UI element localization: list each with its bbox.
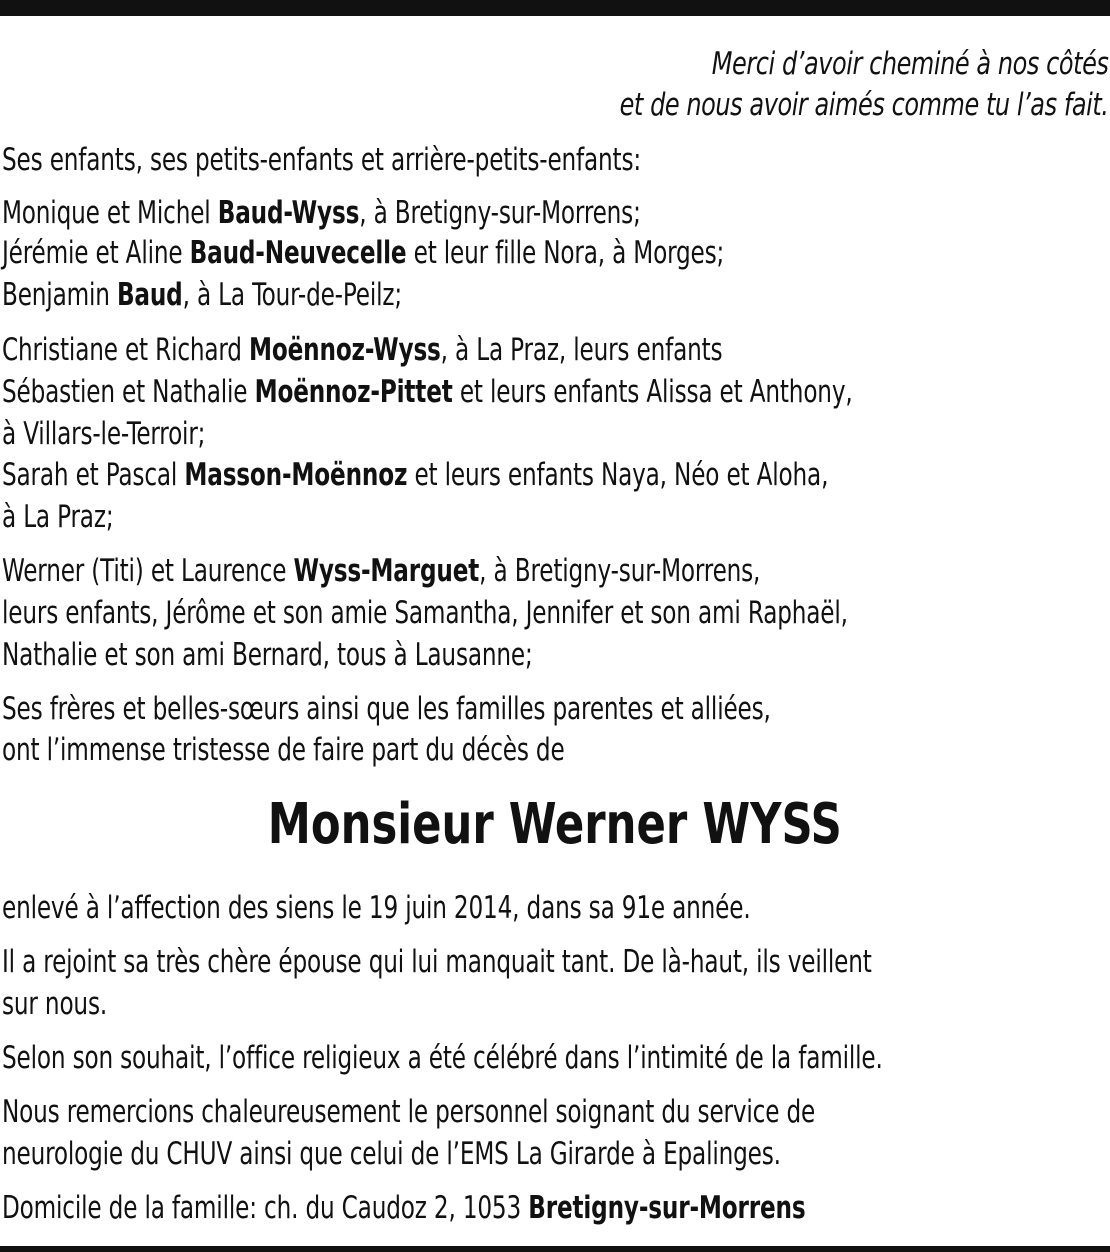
- epigraph-line: et de nous avoir aimés comme tu l’as fait.: [619, 87, 1108, 123]
- epigraph-line: Merci d’avoir cheminé à nos côtés: [711, 46, 1108, 82]
- text: Jérémie et Aline: [2, 235, 190, 271]
- body-line: Il a rejoint sa très chère épouse qui lui manquait tant. De là-haut, ils veillent: [2, 944, 872, 980]
- top-border-rule: [0, 0, 1110, 16]
- family-line: ont l’immense tristesse de faire part du décès de: [2, 732, 565, 768]
- family-line: [2, 275, 402, 315]
- body-line: [2, 1188, 806, 1228]
- body-line: Selon son souhait, l’office religieux a été célébré dans l’intimité de la famille.: [2, 1040, 883, 1076]
- bottom-border-rule: [0, 1246, 1110, 1252]
- text: et leur fille Nora, à Morges;: [406, 235, 725, 271]
- body-line: neurologie du CHUV ainsi que celui de l’EMS La Girarde à Epalinges.: [2, 1136, 781, 1172]
- text: , à Bretigny-sur-Morrens,: [479, 553, 761, 589]
- text: Benjamin: [2, 277, 117, 313]
- family-name: Masson-Moënnoz: [184, 457, 408, 493]
- family-line: leurs enfants, Jérôme et son amie Samantha, Jennifer et son ami Raphaël,: [2, 595, 848, 631]
- town-name: Bretigny-sur-Morrens: [528, 1190, 806, 1226]
- family-name: Baud-Neuvecelle: [189, 235, 407, 271]
- text: et leurs enfants Naya, Néo et Aloha,: [407, 457, 829, 493]
- body-line: Nous remercions chaleureusement le personnel soignant du service de: [2, 1094, 816, 1130]
- family-line: [2, 193, 641, 233]
- deceased-name: [0, 793, 1110, 857]
- family-name: Baud-Wyss: [217, 195, 360, 231]
- text: Sébastien et Nathalie: [2, 374, 255, 410]
- family-line: [2, 330, 722, 370]
- family-line: [2, 551, 760, 591]
- family-line: [2, 372, 853, 412]
- family-line: à La Praz;: [2, 499, 114, 535]
- text: et leurs enfants Alissa et Anthony,: [452, 374, 853, 410]
- body-line: enlevé à l’affection des siens le 19 juin 2014, dans sa 91e année.: [2, 890, 751, 926]
- text: , à Bretigny-sur-Morrens;: [359, 195, 641, 231]
- family-name: Moënnoz-Wyss: [249, 332, 441, 368]
- text: , à La Praz, leurs enfants: [440, 332, 723, 368]
- family-line: [2, 233, 724, 273]
- text: Monique et Michel: [2, 195, 218, 231]
- text: , à La Tour-de-Peilz;: [182, 277, 402, 313]
- deceased-name-text: Monsieur Werner WYSS: [267, 792, 843, 857]
- body-line: sur nous.: [2, 986, 108, 1022]
- family-name: Moënnoz-Pittet: [254, 374, 453, 410]
- epigraph: [619, 44, 1108, 126]
- family-line: Nathalie et son ami Bernard, tous à Lausanne;: [2, 637, 533, 673]
- text: Sarah et Pascal: [2, 457, 185, 493]
- family-line: [2, 455, 828, 495]
- family-name: Baud: [116, 277, 183, 313]
- family-name: Wyss-Marguet: [293, 553, 480, 589]
- family-line: à Villars-le-Terroir;: [2, 416, 206, 452]
- text: Werner (Titi) et Laurence: [2, 553, 294, 589]
- text: Domicile de la famille: ch. du Caudoz 2, 1053: [2, 1190, 529, 1226]
- family-line: Ses frères et belles-sœurs ainsi que les familles parentes et alliées,: [2, 691, 771, 727]
- text: Christiane et Richard: [2, 332, 250, 368]
- intro-line: Ses enfants, ses petits-enfants et arrière-petits-enfants:: [2, 142, 641, 178]
